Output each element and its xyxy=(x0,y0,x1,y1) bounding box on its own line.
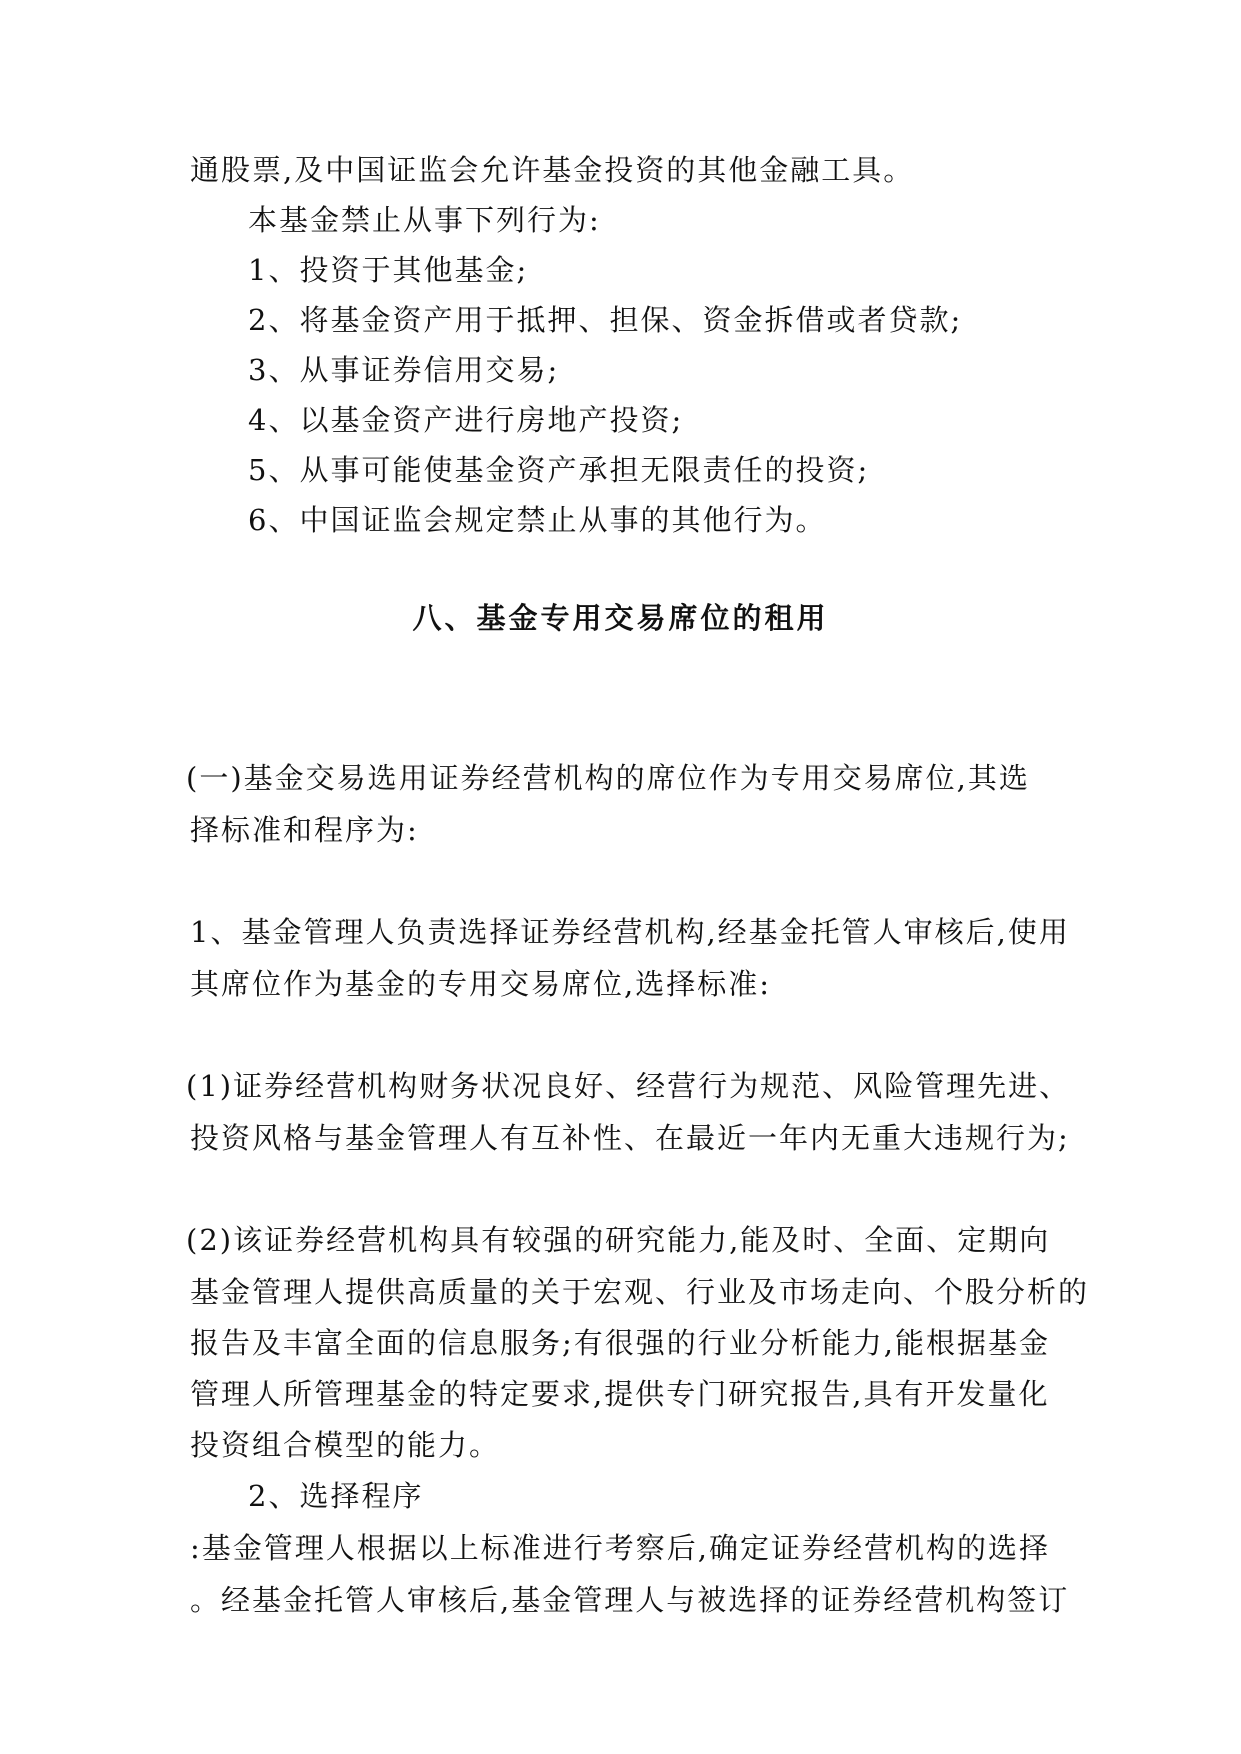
section-heading: 八、基金专用交易席位的租用 xyxy=(412,601,829,635)
prohibited-title: 本基金禁止从事下列行为: xyxy=(248,203,601,237)
prohibited-item: 2、将基金资产用于抵押、担保、资金拆借或者贷款; xyxy=(248,303,963,337)
item1-line: 1、基金管理人负责选择证券经营机构,经基金托管人审核后,使用 xyxy=(190,915,1070,949)
criterion2-line: 管理人所管理基金的特定要求,提供专门研究报告,具有开发量化 xyxy=(190,1377,1050,1411)
prohibited-item: 5、从事可能使基金资产承担无限责任的投资; xyxy=(248,453,870,487)
criterion1-line: (1)证券经营机构财务状况良好、经营行为规范、风险管理先进、 xyxy=(186,1069,1071,1103)
item2-line: :基金管理人根据以上标准进行考察后,确定证券经营机构的选择 xyxy=(190,1531,1050,1565)
part1-line: 择标准和程序为: xyxy=(190,813,419,847)
criterion2-line: 基金管理人提供高质量的关于宏观、行业及市场走向、个股分析的 xyxy=(190,1275,1090,1309)
intro-line: 通股票,及中国证监会允许基金投资的其他金融工具。 xyxy=(190,153,915,187)
prohibited-item: 6、中国证监会规定禁止从事的其他行为。 xyxy=(248,503,827,537)
item2-line: 。经基金托管人审核后,基金管理人与被选择的证券经营机构签订 xyxy=(190,1583,1070,1617)
prohibited-item: 1、投资于其他基金; xyxy=(248,253,529,287)
item1-line: 其席位作为基金的专用交易席位,选择标准: xyxy=(190,967,771,1001)
prohibited-item: 4、以基金资产进行房地产投资; xyxy=(248,403,684,437)
criterion2-line: 报告及丰富全面的信息服务;有很强的行业分析能力,能根据基金 xyxy=(190,1326,1050,1360)
criterion2-line: (2)该证券经营机构具有较强的研究能力,能及时、全面、定期向 xyxy=(186,1223,1051,1257)
prohibited-item: 3、从事证券信用交易; xyxy=(248,353,560,387)
criterion2-line: 投资组合模型的能力。 xyxy=(190,1428,501,1462)
criterion1-line: 投资风格与基金管理人有互补性、在最近一年内无重大违规行为; xyxy=(190,1121,1070,1155)
part1-line: (一)基金交易选用证券经营机构的席位作为专用交易席位,其选 xyxy=(186,761,1030,795)
item2-title: 2、选择程序 xyxy=(248,1479,424,1513)
